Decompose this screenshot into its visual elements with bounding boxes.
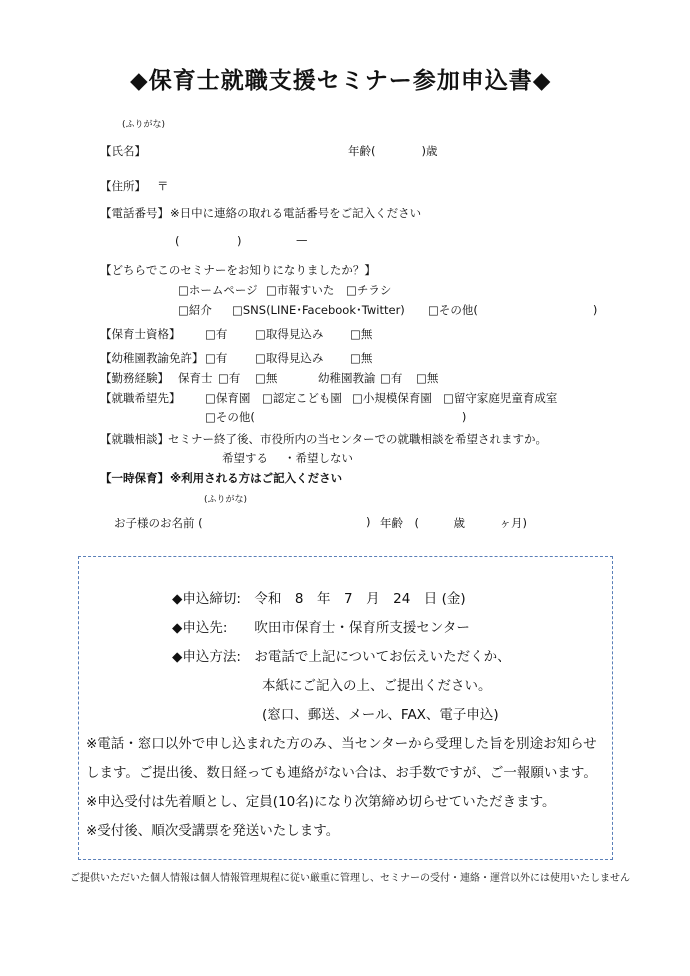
desired-job-label: 【就職希望先】: [100, 391, 181, 405]
desired-job-other: □その他( ): [205, 410, 467, 424]
childcare-license-no: □無: [350, 327, 373, 341]
method-text-3: (窓口、郵送、メール、FAX、電子申込): [262, 707, 499, 723]
desired-job-small: □小規模保育園: [352, 391, 432, 405]
consultation-choice-no: ・希望しない: [284, 451, 353, 465]
child-age-label: 年齢 ( 歳 ヶ月): [380, 516, 527, 530]
work-experience-label: 【勤務経験】: [100, 371, 169, 385]
consultation-text: セミナー終了後、市役所内の当センターでの就職相談を希望されますか。: [168, 432, 548, 446]
source-option-other: □その他( ): [428, 303, 598, 317]
note-3: ※受付後、順次受講票を発送いたします。: [86, 823, 340, 839]
source-option-cityreport: □市報すいた: [266, 283, 335, 297]
phone-area-code: ( ): [175, 234, 242, 248]
temp-childcare-note: ※利用される方はご記入ください: [170, 471, 343, 485]
method-text-2: 本紙にご記入の上、ご提出ください。: [262, 678, 492, 694]
childcare-license-expected: □取得見込み: [255, 327, 324, 341]
deadline-text: ◆申込締切: 令和 8 年 7 月 24 日 (金): [172, 591, 466, 607]
postal-mark: 〒: [157, 179, 169, 193]
childcare-license-label: 【保育士資格】: [100, 327, 181, 341]
privacy-footer: ご提供いただいた個人情報は個人情報管理規程に従い厳重に管理し、セミナーの受付・連絡・運営以外には使用いたしません: [70, 873, 630, 884]
note-2: ※申込受付は先着順とし、定員(10名)になり次第締め切らせていただきます。: [86, 794, 556, 810]
work-experience-hoikushi-yes: □有: [218, 371, 241, 385]
source-option-sns: □SNS(LINE･Facebook･Twitter): [232, 303, 405, 317]
age-label: 年齢( )歳: [348, 144, 438, 158]
source-question: 【どちらでこのセミナーをお知りになりましたか？】: [100, 263, 376, 277]
source-option-homepage: □ホームページ: [178, 283, 258, 297]
consultation-choice-yes: 希望する: [222, 451, 268, 465]
kindergarten-license-no: □無: [350, 351, 373, 365]
child-name-close: ): [366, 515, 371, 529]
note-1a: ※電話・窓口以外で申し込まれた方のみ、当センターから受理した旨を別途お知らせ: [86, 736, 597, 752]
desired-job-afterschool: □留守家庭児童育成室: [443, 391, 558, 405]
consultation-label: 【就職相談】: [100, 432, 169, 446]
kindergarten-license-expected: □取得見込み: [255, 351, 324, 365]
child-name-label: お子様のお名前 (: [114, 516, 203, 530]
kindergarten-license-yes: □有: [205, 351, 228, 365]
method-text: ◆申込方法: お電話で上記についてお伝えいただくか、: [172, 649, 511, 665]
phone-label: 【電話番号】: [100, 206, 169, 220]
name-furigana: (ふりがな): [122, 120, 166, 130]
note-1b: します。ご提出後、数日経っても連絡がない合は、お手数ですが、ご一報願います。: [86, 765, 597, 781]
work-experience-hoikushi-no: □無: [255, 371, 278, 385]
phone-note: ※日中に連絡の取れる電話番号をご記入ください: [170, 206, 422, 220]
address-label: 【住所】: [100, 179, 146, 193]
kindergarten-license-label: 【幼稚園教諭免許】: [100, 351, 204, 365]
phone-dash: —: [296, 233, 308, 247]
work-experience-hoikushi: 保育士: [178, 371, 213, 385]
child-furigana: (ふりがな): [204, 495, 248, 505]
work-experience-kindergarten-yes: □有: [380, 371, 403, 385]
source-option-flyer: □チラシ: [346, 283, 392, 297]
destination-text: ◆申込先: 吹田市保育士・保育所支援センター: [172, 620, 470, 636]
source-option-referral: □紹介: [178, 303, 212, 317]
work-experience-kindergarten-no: □無: [416, 371, 439, 385]
work-experience-kindergarten: 幼稚園教諭: [318, 371, 376, 385]
childcare-license-yes: □有: [205, 327, 228, 341]
desired-job-nursery: □保育園: [205, 391, 251, 405]
page-title: ◆保育士就職支援セミナー参加申込書◆: [130, 68, 552, 94]
desired-job-certified: □認定こども園: [262, 391, 342, 405]
temp-childcare-label: 【一時保育】: [100, 471, 169, 485]
name-label: 【氏名】: [100, 144, 146, 158]
